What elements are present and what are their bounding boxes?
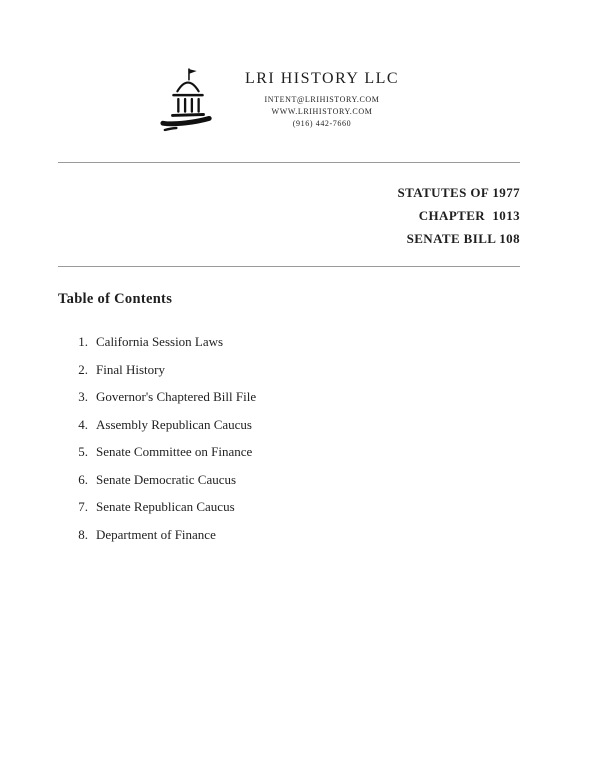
toc-item-label: Governor's Chaptered Bill File xyxy=(96,389,257,404)
toc-item-number: 4. xyxy=(78,416,88,432)
toc-item-number: 3. xyxy=(78,389,88,404)
letterhead xyxy=(38,64,520,136)
company-email: INTENT@LRIHISTORY.COM xyxy=(264,95,380,104)
letterhead-text xyxy=(245,70,399,130)
toc-item-number: 5. xyxy=(78,444,88,459)
toc-item xyxy=(70,362,520,378)
toc-item-label: Senate Democratic Caucus xyxy=(96,471,237,487)
company-name: LRI HISTORY LLC xyxy=(244,70,400,87)
divider-top xyxy=(58,162,520,163)
toc-item-label: California Session Laws xyxy=(96,334,224,349)
toc-item xyxy=(70,444,520,460)
toc-item xyxy=(70,472,520,488)
chapter-line: CHAPTER 1013 xyxy=(418,208,520,223)
capitol-building-icon xyxy=(159,64,217,136)
toc-item-label: Department of Finance xyxy=(96,526,216,542)
statutes-line: STATUTES OF 1977 xyxy=(397,185,520,200)
toc-item-number: 1. xyxy=(78,334,88,349)
toc-item xyxy=(70,334,520,350)
toc-item-number: 6. xyxy=(78,471,88,487)
toc-item-label: Assembly Republican Caucus xyxy=(96,416,252,432)
toc-item xyxy=(70,389,520,405)
senate-bill-line: SENATE BILL 108 xyxy=(406,231,520,246)
toc-title: Table of Contents xyxy=(58,291,173,307)
document-reference xyxy=(58,181,520,250)
company-website: WWW.LRIHISTORY.COM xyxy=(271,107,373,116)
toc-item-number: 2. xyxy=(78,361,88,377)
toc-item-label: Final History xyxy=(96,361,165,377)
divider-bottom xyxy=(58,266,520,267)
toc-item-label: Senate Committee on Finance xyxy=(96,444,253,459)
toc-item-label: Senate Republican Caucus xyxy=(96,499,235,514)
toc-item xyxy=(70,499,520,515)
toc-list xyxy=(58,334,520,543)
toc-item-number: 8. xyxy=(78,526,88,542)
company-phone: (916) 442-7660 xyxy=(292,119,352,128)
toc-item-number: 7. xyxy=(78,499,88,514)
toc-item xyxy=(70,417,520,433)
toc-item xyxy=(70,527,520,543)
